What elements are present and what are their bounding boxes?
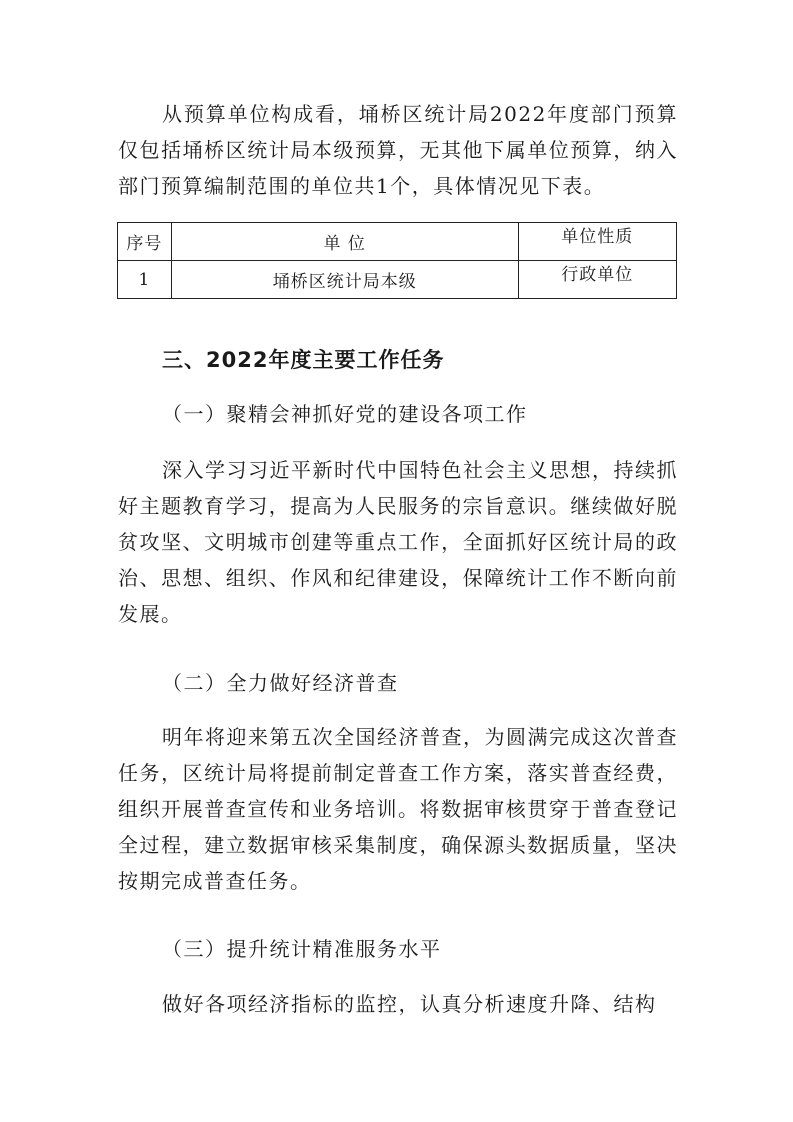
intro-paragraph: 从预算单位构成看，埇桥区统计局2022年度部门预算仅包括埇桥区统计局本级预算，无其他下属单位预算，纳入部门预算编制范围的单位共1个，具体情况见下表。 [118, 102, 678, 198]
budget-units-table [117, 222, 677, 299]
subsection-heading-1: （一）聚精会神抓好党的建设各项工作 [162, 402, 528, 426]
table-cell-nature: 行政单位 [561, 265, 634, 285]
table-cell-nature-wrapper [518, 261, 676, 299]
subsection-heading-2: （二）全力做好经济普查 [162, 671, 399, 695]
subsection-body-1: 深入学习习近平新时代中国特色社会主义思想，持续抓好主题教育学习，提高为人民服务的宗旨意识。继续做好脱贫攻坚、文明城市创建等重点工作，全面抓好区统计局的政治、思想、组织、作风和纪律建设，保障统计工作不断向前发展。 [118, 458, 678, 626]
table-header-nature-cell [518, 223, 676, 261]
section-heading: 三、2022年度主要工作任务 [162, 348, 445, 372]
subsection-body-2: 明年将迎来第五次全国经济普查，为圆满完成这次普查任务，区统计局将提前制定普查工作方案，落实普查经费，组织开展普查宣传和业务培训。将数据审核贯穿于普查登记全过程，建立数据审核采集制度，确保源头数据质量，坚决按期完成普查任务。 [118, 725, 678, 893]
table-header-index: 序号 [118, 223, 172, 261]
table-header-row [118, 223, 677, 261]
table-header-unit: 单 位 [171, 223, 518, 261]
subsection-heading-3: （三）提升统计精准服务水平 [162, 937, 442, 961]
subsection-body-3: 做好各项经济指标的监控，认真分析速度升降、结构 [162, 992, 657, 1016]
table-row [118, 261, 677, 299]
table-cell-index: 1 [118, 261, 172, 299]
table-cell-unit: 埇桥区统计局本级 [171, 261, 518, 299]
table-header-nature: 单位性质 [561, 227, 634, 247]
